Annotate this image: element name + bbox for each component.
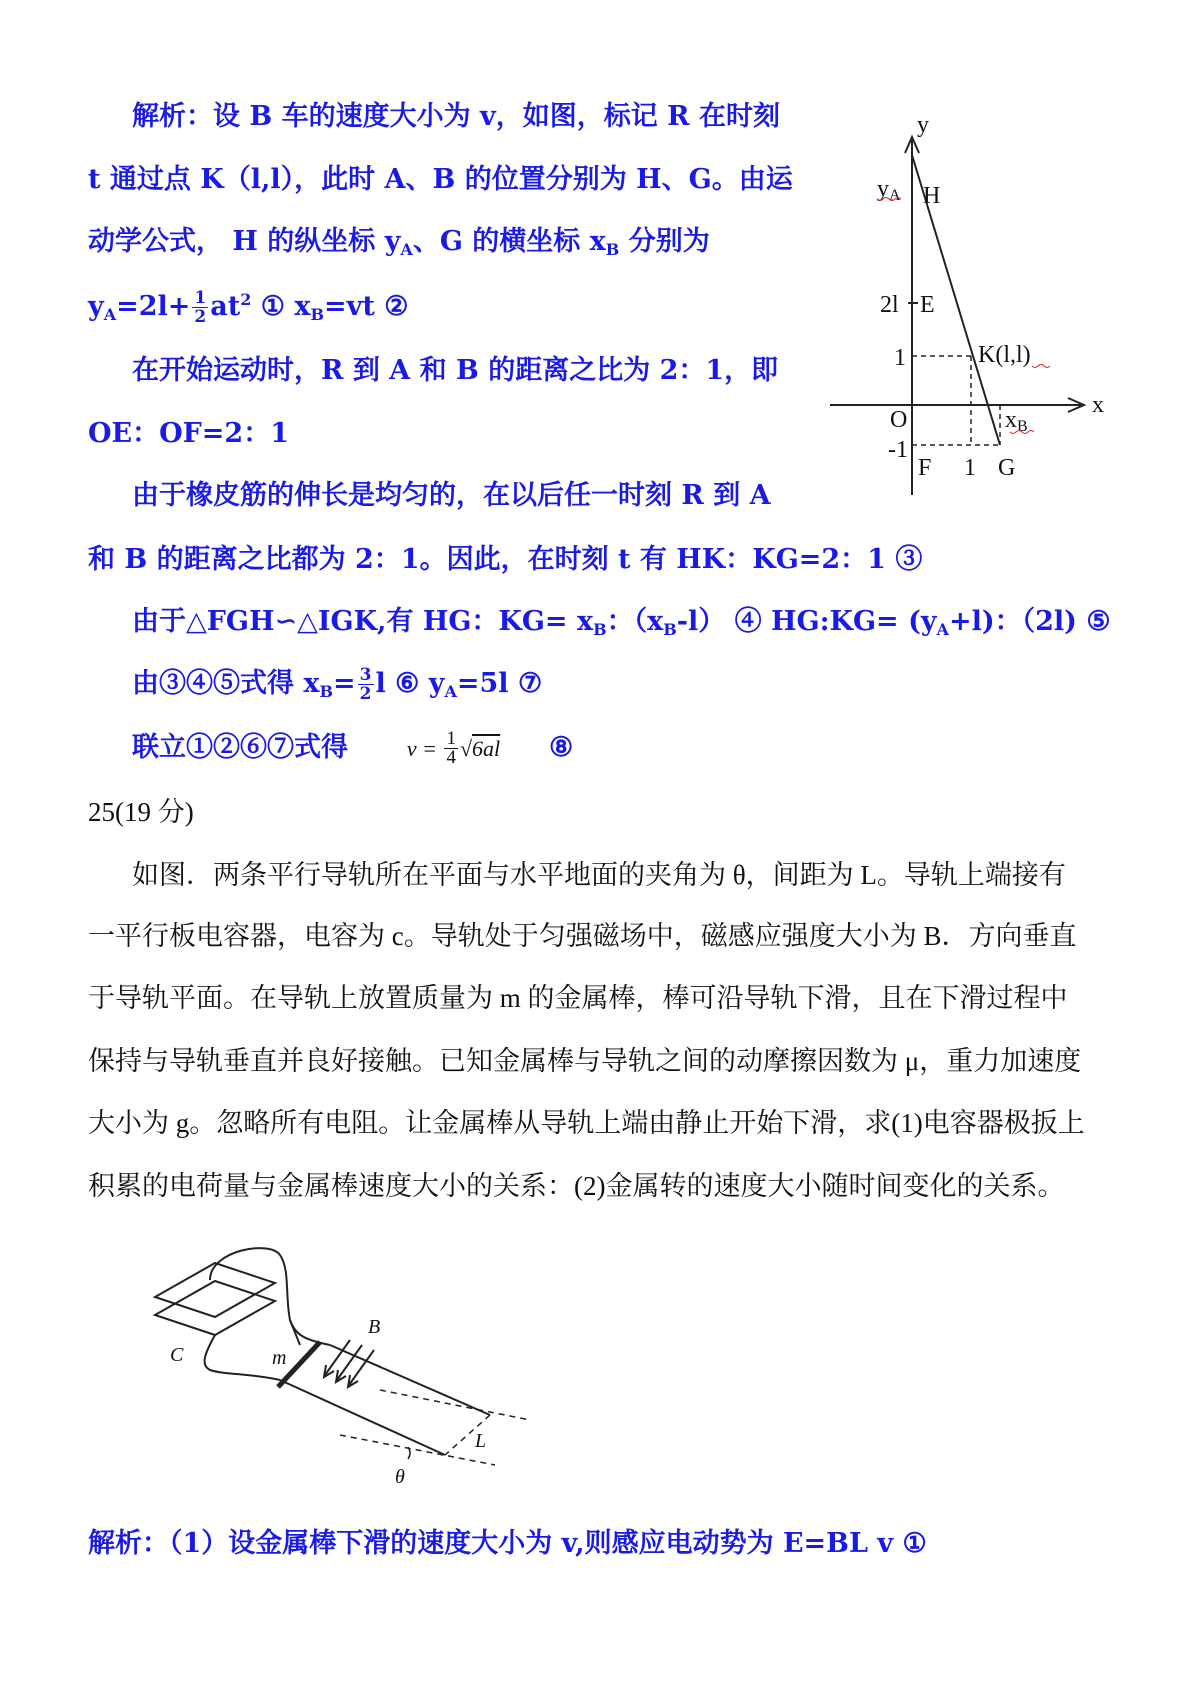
point-G-label: G	[998, 455, 1016, 481]
rail-capacitor-figure	[140, 1235, 610, 1495]
y-axis-label: y	[917, 115, 929, 138]
coordinate-graph	[820, 115, 1120, 500]
problem-line-2: 一平行板电容器，电容为 c。导轨处于匀强磁场中，磁感应强度大小为 B．方向垂直	[88, 921, 1077, 951]
yA-label: yA	[877, 176, 901, 204]
horizontal-ref-lower	[340, 1435, 495, 1465]
spacing-label-L: L	[475, 1430, 487, 1452]
fraction-one-quarter: $\frac{1}{4}$	[446, 728, 456, 768]
point-E-label: E	[920, 292, 935, 318]
point-H-label: H	[923, 183, 941, 209]
problem-line-5: 大小为 g。忽略所有电阻。让金属棒从导轨上端由静止开始下滑，求(1)电容器极扳上	[88, 1108, 1085, 1138]
tick-neg1-label: -1	[888, 437, 908, 463]
solution-line-11: 联立①②⑥⑦式得 v = $\frac{1}{4}$ √6al ⑧	[132, 728, 574, 768]
tick-2l-label: 2l	[880, 292, 899, 318]
problem-line-6: 积累的电荷量与金属棒速度大小的关系：(2)金属转的速度大小随时间变化的关系。	[88, 1171, 1065, 1201]
angle-label-theta: θ	[395, 1466, 405, 1488]
fraction-three-halves: $\frac{3}{2}$	[359, 665, 372, 704]
solution-line-6: OE：OF=2：1	[88, 418, 289, 449]
problem-line-1: 如图．两条平行导轨所在平面与水平地面的夹角为 θ，间距为 L。导轨上端接有	[132, 860, 1066, 890]
solution-line-9: 由于△FGH∽△IGK,有 HG：$KG= x_B$：$(x_B-l)$ ④ HG:KG= $(y_A+l)$：（2l) ⑤	[132, 606, 1111, 639]
point-F-label: F	[918, 455, 932, 481]
tick-x-l-label: 1	[964, 455, 976, 481]
solution-line-3: 动学公式， H 的纵坐标 $y_A$、G 的横坐标 $x_B$ 分别为	[88, 226, 710, 259]
spellcheck-underline	[1032, 365, 1050, 368]
x-axis-label: x	[1092, 392, 1104, 418]
horizontal-ref-upper	[380, 1390, 530, 1420]
rail-lower	[280, 1380, 445, 1455]
solution2-line-1: 解析：（1）设金属棒下滑的速度大小为 v,则感应电动势为 E=BL v ①	[88, 1528, 927, 1559]
solution-line-8: 和 B 的距离之比都为 2：1。因此，在时刻 t 有 HK：KG=2：1 ③	[88, 544, 923, 575]
wire-bottom	[205, 1335, 280, 1380]
sqrt-symbol: √	[459, 736, 473, 761]
rod-label-m: m	[272, 1347, 287, 1369]
problem-header: 25(19 分)	[88, 797, 194, 827]
solution-line-4-equations: $y_A=2l+$ $\frac{1}{2}$ $at^2$ ① $x_B=vt$ ②	[88, 288, 409, 327]
capacitor-plate-bottom	[155, 1281, 275, 1335]
problem-line-3: 于导轨平面。在导轨上放置质量为 m 的金属棒，棒可沿导轨下滑，且在下滑过程中	[88, 983, 1068, 1013]
solution-line-1: 解析：设 B 车的速度大小为 v，如图，标记 R 在时刻	[132, 101, 780, 132]
problem-line-4: 保持与导轨垂直并良好接触。已知金属棒与导轨之间的动摩擦因数为 μ，重力加速度	[88, 1046, 1082, 1076]
solution-line-5: 在开始运动时，R 到 A 和 B 的距离之比为 2：1，即	[132, 355, 779, 386]
fraction-one-half: $\frac{1}{2}$	[194, 288, 207, 327]
wire-top	[210, 1248, 330, 1345]
solution-line-2: t 通过点 K（l,l），此时 A、B 的位置分别为 H、G。由运	[88, 164, 793, 195]
field-label-B: B	[368, 1316, 381, 1338]
magnetic-field-arrows-icon	[324, 1340, 374, 1387]
solution-line-10: 由③④⑤式得 $x_B=$ $\frac{3}{2}$ l ⑥ $y_A=5l$ ⑦	[132, 665, 543, 704]
xB-label: xB	[1005, 407, 1028, 435]
tick-l-label: 1	[894, 345, 906, 371]
origin-O-label: O	[890, 407, 908, 433]
capacitor-plate-top	[155, 1263, 275, 1317]
capacitor-label-C: C	[170, 1344, 184, 1366]
point-K-label: K(l,l)	[978, 342, 1031, 368]
solution-line-7: 由于橡皮筋的伸长是均匀的，在以后任一时刻 R 到 A	[132, 480, 771, 511]
angle-arc-icon	[408, 1447, 410, 1459]
